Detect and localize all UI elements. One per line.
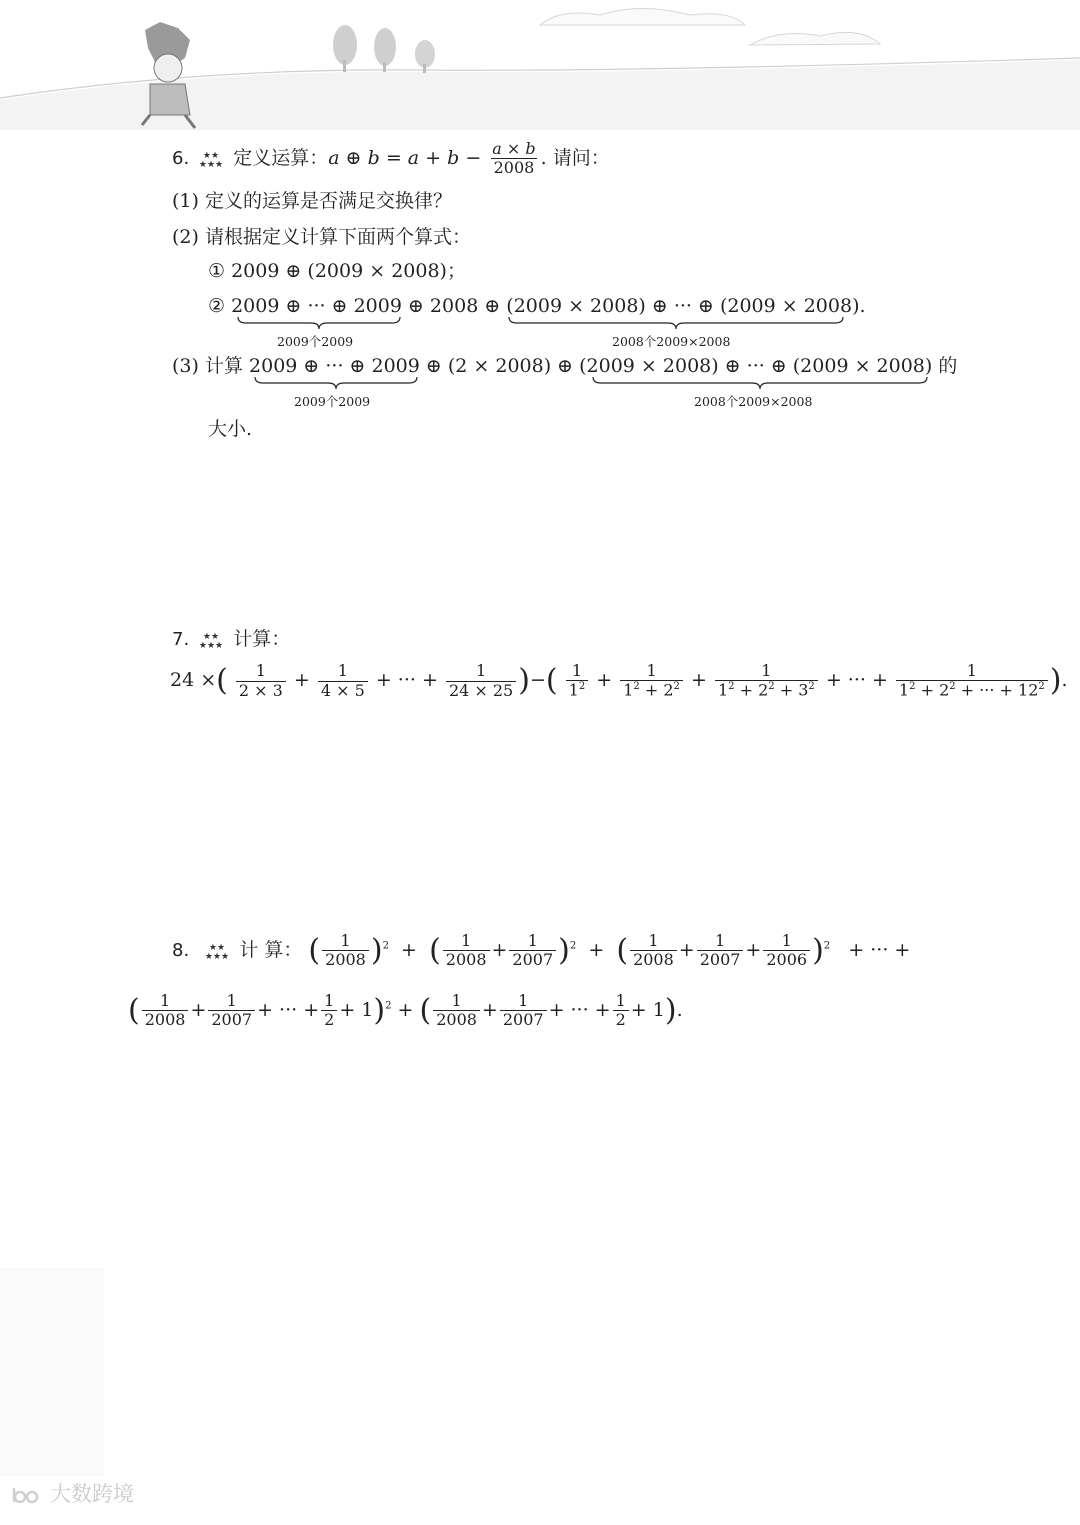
q6-part-3: (3) 计算 2009 ⊕ ··· ⊕ 2009 ⊕ (2 × 2008) ⊕ (2009 × 2008) ⊕ ··· ⊕ (2009 × 2008) 的 [172, 355, 958, 377]
svg-text:★★★: ★★★ [199, 641, 224, 649]
watermark-logo-icon [10, 1484, 50, 1506]
q6-part-2a: ① 2009 ⊕ (2009 × 2008)； [208, 260, 466, 282]
brace-label-1: 2009个2009 [277, 334, 354, 349]
definition-fraction: $\frac{a \times b}{2008}$ [492, 139, 536, 178]
underbrace-icon [507, 316, 845, 330]
q8-line-1: 8. ★★ ★★★ 计 算： ( $\frac{1}{2008}$ )$^2$ + ( $\frac{1}{2008}$ + $\frac{1}{2007}$ )$^2$ + ( $\frac{1}{2008}$ + $\frac{1}{2007}$ + $\frac{1}{2006}$ )$^2$ + ··· + [172, 931, 911, 970]
scan-shadow-panel [0, 1268, 104, 1476]
watermark: 大数跨境 [10, 1478, 134, 1508]
difficulty-stars-icon [201, 942, 233, 960]
svg-text:★★: ★★ [203, 632, 220, 642]
brace-label-2: 2008个2009×2008 [612, 334, 731, 349]
difficulty-stars-icon [195, 150, 227, 168]
underbrace-icon [236, 316, 402, 330]
q7-expression: 24 ×( $\frac{1}{2 \times 3}$ + $\frac{1}{4 \times 5}$ + ··· + $\frac{1}{24 \times 25}$ )−( $\frac{1}{1^2}$ + $\frac{1}{1^2 + 2^2}$ + $\frac{1}{1^2 + 2^2 + 3^2}$ + ··· + $\frac{1}{1^2 + 2^2 + \cdot\cdot\cdot + 12^2}$ ). [170, 661, 1068, 700]
underbrace-icon [253, 376, 419, 390]
cartoon-boy-icon [142, 22, 195, 128]
q6-part-2: (2) 请根据定义计算下面两个算式： [172, 226, 471, 248]
difficulty-stars-icon [195, 631, 227, 649]
brace-group-1: 2009 ⊕ ··· ⊕ 2009 [231, 295, 402, 317]
q6-part-2b: ② 2009 ⊕ ··· ⊕ 2009 ⊕ 2008 ⊕ (2009 × 2008) ⊕ ··· ⊕ (2009 × 2008). [208, 295, 866, 317]
brace-group-2: (2009 × 2008) ⊕ ··· ⊕ (2009 × 2008) [506, 295, 860, 317]
svg-text:★★: ★★ [209, 942, 226, 953]
brace-label-4: 2008个2009×2008 [694, 394, 813, 409]
q8-line-2: ( $\frac{1}{2008}$ + $\frac{1}{2007}$ + ··· + $\frac{1}{2}$ + 1)$^2$ + ( $\frac{1}{2008}$ + $\frac{1}{2007}$ + ··· + $\frac{1}{2}$ + 1). [128, 991, 683, 1030]
question-7-header: 7. ★★ ★★★ 计算： [172, 628, 291, 650]
q6-part-1: (1) 定义的运算是否满足交换律？ [172, 190, 452, 212]
header-illustration [0, 0, 1080, 130]
question-6-header: 6. ★★ ★★★ 定义运算：a ⊕ b = a + b − $\frac{a \times b}{2008}$ . 请问： [172, 139, 610, 178]
svg-text:★★: ★★ [203, 150, 220, 161]
q6-part-3-tail: 大小. [208, 418, 253, 440]
brace-label-3: 2009个2009 [294, 394, 371, 409]
underbrace-icon [591, 376, 929, 390]
svg-text:★★★: ★★★ [205, 951, 230, 960]
svg-text:★★★: ★★★ [199, 159, 224, 168]
